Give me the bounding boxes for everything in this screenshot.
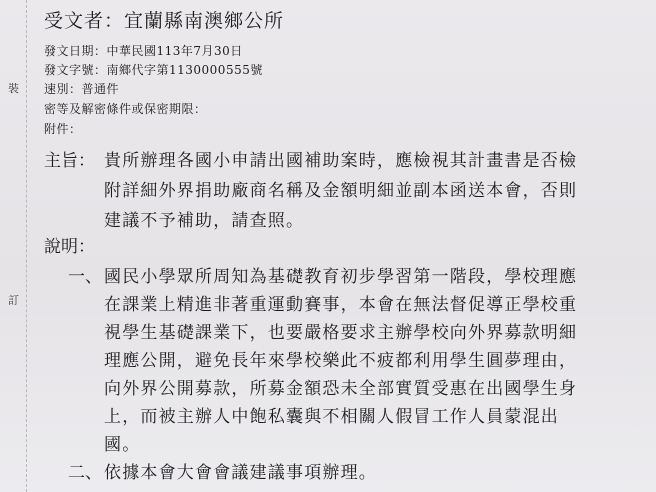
item-line: 視學生基礎課業下，也要嚴格要求主辦學校向外界募款明細 (104, 323, 578, 343)
item-line: 向外界公開募款，所募金額恐未全部實質受惠在出國學生身 (104, 379, 578, 399)
subject-line: 貴所辦理各國小申請出國補助案時，應檢視其計畫書是否檢 (104, 151, 578, 171)
item-line: 依據本會大會會議建議事項辦理。 (104, 463, 377, 483)
reference-number: 發文字號：南鄉代字第1130000555號 (44, 63, 263, 77)
binding-mark-top: 裝 (8, 82, 19, 95)
attachment-line: 附件： (44, 122, 82, 136)
dispatch-date: 發文日期：中華民國113年7月30日 (44, 44, 243, 58)
item-number: 二、 (68, 463, 102, 483)
item-line: 國。 (104, 435, 141, 455)
explanation-label: 說明： (44, 237, 95, 257)
secrecy-level: 密等及解密條件或保密期限： (44, 102, 207, 116)
item-line: 在課業上精進非著重運動賽事，本會在無法督促導正學校重 (104, 295, 578, 315)
recipient-line: 受文者：宜蘭縣南澳鄉公所 (44, 10, 285, 32)
subject-line: 附詳細外界捐助廠商名稱及金額明細並副本函送本會，否則 (104, 181, 578, 201)
item-line: 上，而被主辦人中飽私囊與不相關人假冒工作人員蒙混出 (104, 407, 559, 427)
binding-mark-middle: 訂 (8, 294, 19, 307)
item-line: 國民小學眾所周知為基礎教育初步學習第一階段，學校理應 (104, 267, 578, 287)
binding-line (26, 0, 27, 492)
item-line: 理應公開，避免長年來學校樂此不疲都利用學生圓夢理由， (104, 351, 578, 371)
item-number: 一、 (68, 267, 102, 287)
subject-line: 建議不予補助，請查照。 (104, 211, 305, 231)
subject-label: 主旨： (44, 151, 95, 171)
delivery-speed: 速別：普通件 (44, 82, 120, 96)
